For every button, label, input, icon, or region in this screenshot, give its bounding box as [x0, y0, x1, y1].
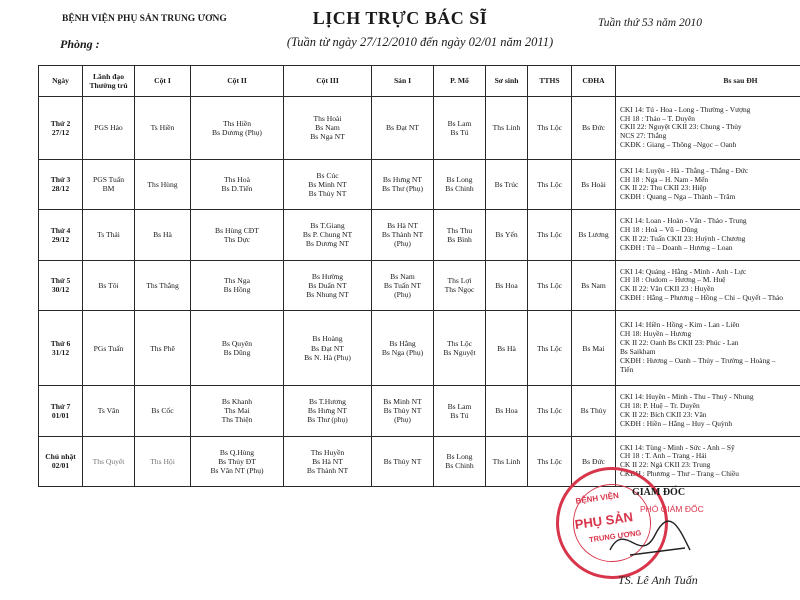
- cell-line: CK II 22: Oanh Bs CKII 23: Phúc - Lan: [620, 338, 739, 348]
- cell-tths: [528, 386, 572, 436]
- cell-line: Bs Nguyệt: [443, 348, 476, 358]
- cell-day: [39, 97, 83, 160]
- cell-line: Bs Dũng: [223, 348, 251, 358]
- cell-cot3: [284, 311, 372, 386]
- cell-line: Bs Trúc: [494, 179, 519, 189]
- cell-line: Ts Vân: [97, 406, 120, 416]
- cell-line: Bs Lam: [447, 401, 472, 411]
- cell-line: Bs Quyên: [221, 338, 253, 348]
- column-header: P. Mổ: [434, 66, 486, 97]
- cell-line: (Phụ): [394, 289, 411, 299]
- cell-line: Bs Nam: [581, 280, 606, 290]
- table-body: [39, 97, 800, 487]
- cell-line: Bs Nam: [315, 123, 340, 133]
- cell-line: BM: [102, 184, 115, 194]
- cell-line: Bs Thủy: [580, 406, 607, 416]
- cell-line: 31/12: [51, 348, 70, 358]
- cell-line: Thứ 4: [50, 225, 71, 235]
- column-header: Bs sau ĐH: [616, 66, 800, 97]
- cell-day: [39, 311, 83, 386]
- cell-so-sinh: [486, 311, 528, 386]
- cell-line: CH 18: Huyền – Hương: [620, 329, 692, 339]
- cell-cot1: [135, 260, 191, 310]
- cell-line: Bs T.Giang: [310, 221, 345, 231]
- cell-line: Ths Lộc: [536, 456, 563, 466]
- cell-day: [39, 260, 83, 310]
- cell-line: CKI 14: Huyền - Minh - Thu - Thuỷ - Nhung: [620, 392, 754, 402]
- cell-pmo: [434, 210, 486, 260]
- cell-line: 30/12: [51, 285, 70, 295]
- cell-line: Bs Cốc: [151, 406, 174, 416]
- cell-line: Ths Hoài: [313, 114, 342, 124]
- cell-line: Bs Tuấn NT: [383, 280, 422, 290]
- cell-line: Ths Lộc: [536, 230, 563, 240]
- cell-san1: [372, 436, 434, 486]
- cell-so-sinh: [486, 97, 528, 160]
- cell-line: Bs Dương NT: [305, 239, 350, 249]
- cell-cot2: [191, 436, 284, 486]
- cell-line: Bs Long: [446, 175, 473, 185]
- cell-line: Bs Khanh: [221, 397, 253, 407]
- table-header-row: [39, 66, 800, 97]
- cell-day: [39, 159, 83, 209]
- cell-line: Ths Lộc: [446, 338, 473, 348]
- cell-bs-sau-dh: [616, 210, 800, 260]
- cell-line: PGs Tuấn: [93, 343, 124, 353]
- cell-line: Ths Lộc: [536, 343, 563, 353]
- stamp-line-2: PHỤ SẢN: [573, 509, 634, 533]
- cell-line: Ts Hiền: [150, 123, 175, 133]
- column-header: TTHS: [528, 66, 572, 97]
- cell-line: Thứ 6: [50, 338, 71, 348]
- cell-tths: [528, 97, 572, 160]
- cell-line: Bs Nga (Phụ): [381, 348, 424, 358]
- week-label: Tuần thứ 53 năm 2010: [597, 17, 702, 29]
- column-header: Sơ sinh: [486, 66, 528, 97]
- cell-pmo: [434, 97, 486, 160]
- cell-line: CK II 22: Ngà CKII 23: Trung: [620, 460, 711, 470]
- cell-line: Thứ 2: [50, 118, 71, 128]
- cell-so-sinh: [486, 436, 528, 486]
- cell-line: CKĐH : Hương – Oanh – Thủy – Trường – Hoàng –: [620, 355, 776, 365]
- stamp-line-3: TRUNG ƯƠNG: [588, 528, 642, 545]
- cell-line: Bs Thư (phụ): [307, 415, 348, 425]
- cell-line: CK II 22: Vân CKII 23 : Huyền: [620, 284, 715, 294]
- cell-line: Ths Mai: [224, 406, 250, 416]
- cell-line: Bs Minh NT: [308, 179, 347, 189]
- cell-bs-sau-dh: [616, 159, 800, 209]
- cell-cot1: [135, 436, 191, 486]
- cell-line: CKI 14: Tùng - Minh - Sức - Anh – Sỹ: [620, 442, 735, 452]
- cell-line: Ths Lộc: [536, 123, 563, 133]
- handwritten-signature: [600, 510, 700, 570]
- cell-cot2: [191, 210, 284, 260]
- cell-line: Bs Đức: [582, 456, 605, 466]
- cell-so-sinh: [486, 159, 528, 209]
- cell-line: Ths Lộc: [536, 406, 563, 416]
- cell-line: Ts Thái: [97, 230, 120, 240]
- cell-cdha: [572, 159, 616, 209]
- cell-line: Bs Hưng NT: [382, 175, 423, 185]
- cell-cot1: [135, 97, 191, 160]
- cell-cot1: [135, 386, 191, 436]
- cell-line: CH 18 : Nga – H. Nam - Mến: [620, 174, 709, 184]
- cell-line: CH 18 : Thảo – T. Duyên: [620, 113, 695, 123]
- cell-tths: [528, 311, 572, 386]
- cell-line: Bs Nhung NT: [306, 289, 349, 299]
- cell-lanh-dao: [83, 260, 135, 310]
- cell-line: Bs Cúc: [316, 170, 339, 180]
- cell-so-sinh: [486, 260, 528, 310]
- cell-line: 02/01: [51, 461, 70, 471]
- cell-line: Bs Đạt NT: [311, 343, 344, 353]
- column-header: CĐHA: [572, 66, 616, 97]
- cell-line: CKI 14: Hiền - Hồng - Kim - Lan - Liên: [620, 320, 740, 330]
- cell-line: Ths Lộc: [536, 179, 563, 189]
- cell-line: 28/12: [51, 184, 70, 194]
- cell-line: Bs Hường: [311, 271, 344, 281]
- cell-so-sinh: [486, 386, 528, 436]
- cell-line: Bs Hà: [153, 230, 172, 240]
- cell-line: 29/12: [51, 234, 70, 244]
- cell-line: CK II 22: Bích CKII 23: Vân: [620, 409, 707, 419]
- cell-san1: [372, 311, 434, 386]
- document-subtitle: (Tuần từ ngày 27/12/2010 đến ngày 02/01 năm 2011): [286, 35, 554, 49]
- cell-line: NCS 27: Thắng: [620, 131, 667, 141]
- cell-line: Bs Hà NT: [312, 456, 343, 466]
- cell-line: CKĐH : Quang – Nga – Thành – Trâm: [620, 192, 736, 202]
- cell-line: CKI 14: Luyện - Hà - Thắng - Thắng - Đức: [620, 165, 749, 175]
- cell-bs-sau-dh: [616, 260, 800, 310]
- cell-cdha: [572, 311, 616, 386]
- hospital-name: BỆNH VIỆN PHỤ SẢN TRUNG ƯƠNG: [62, 14, 227, 24]
- cell-line: Ths Linh: [492, 123, 521, 133]
- cell-line: Bs Hoa: [495, 406, 518, 416]
- cell-lanh-dao: [83, 97, 135, 160]
- cell-line: Bs Chinh: [445, 461, 474, 471]
- cell-cot1: [135, 311, 191, 386]
- cell-line: Bs Thành NT: [381, 230, 424, 240]
- cell-line: Bs Thủy NT: [383, 456, 422, 466]
- cell-line: CK II 22: Tuấn CKII 23: Huỳnh - Chương: [620, 233, 746, 243]
- cell-cot3: [284, 436, 372, 486]
- table-row: [39, 159, 800, 209]
- cell-san1: [372, 260, 434, 310]
- cell-bs-sau-dh: [616, 311, 800, 386]
- cell-pmo: [434, 260, 486, 310]
- cell-day: [39, 210, 83, 260]
- cell-line: Bs Lương: [578, 230, 609, 240]
- cell-cot1: [135, 159, 191, 209]
- column-header: Cột II: [191, 66, 284, 97]
- cell-line: Tiến: [620, 364, 634, 374]
- cell-cot2: [191, 260, 284, 310]
- cell-line: Bs Long: [446, 452, 473, 462]
- cell-day: [39, 386, 83, 436]
- cell-line: Ths Lộc: [536, 280, 563, 290]
- cell-line: Ths Thiện: [221, 415, 253, 425]
- cell-line: Bs Hồng: [223, 285, 251, 295]
- cell-lanh-dao: [83, 386, 135, 436]
- cell-san1: [372, 386, 434, 436]
- cell-lanh-dao: [83, 311, 135, 386]
- cell-line: Thứ 5: [50, 276, 71, 286]
- cell-tths: [528, 159, 572, 209]
- cell-cdha: [572, 97, 616, 160]
- cell-line: Bs Bình: [447, 234, 472, 244]
- cell-lanh-dao: [83, 210, 135, 260]
- cell-line: Bs Chinh: [445, 184, 474, 194]
- cell-cot2: [191, 97, 284, 160]
- cell-tths: [528, 436, 572, 486]
- cell-lanh-dao: [83, 436, 135, 486]
- cell-line: Ths Thắng: [146, 280, 179, 290]
- cell-line: Ths Nga: [224, 276, 250, 286]
- cell-line: Bs Lam: [447, 118, 472, 128]
- cell-cot2: [191, 159, 284, 209]
- cell-day: [39, 436, 83, 486]
- cell-line: PGS Tuấn: [92, 175, 125, 185]
- duty-schedule-table: [38, 65, 800, 487]
- cell-line: Bs Hằng: [389, 338, 416, 348]
- cell-line: CK II 22: Thu CKII 23: Hiệp: [620, 183, 707, 193]
- cell-line: Bs Minh NT: [383, 397, 422, 407]
- cell-line: Ths Hiền: [222, 118, 252, 128]
- cell-line: Bs Dương (Phụ): [212, 127, 262, 137]
- column-header: Ngày: [39, 66, 83, 97]
- cell-line: CKĐH : Phương – Thư – Trang – Chiều: [620, 469, 739, 479]
- cell-line: Bs Thư (Phụ): [381, 184, 424, 194]
- cell-cdha: [572, 210, 616, 260]
- cell-line: Ths Hùng: [147, 179, 178, 189]
- cell-pmo: [434, 436, 486, 486]
- cell-line: CKI 14: Loan - Hoàn - Vân - Thảo - Trung: [620, 216, 747, 226]
- cell-line: Bs Thủy ĐT: [218, 456, 256, 466]
- cell-tths: [528, 260, 572, 310]
- cell-cot2: [191, 386, 284, 436]
- cell-line: Bs Mai: [582, 343, 605, 353]
- cell-san1: [372, 210, 434, 260]
- column-header: Lãnh đạo Thường trú: [83, 66, 135, 97]
- cell-cot1: [135, 210, 191, 260]
- cell-line: Bs Tôi: [98, 280, 119, 290]
- cell-line: Thứ 7: [50, 401, 71, 411]
- document-title: LỊCH TRỰC BÁC SĨ: [312, 8, 488, 28]
- cell-line: Ths Ngọc: [444, 285, 475, 295]
- table-row: [39, 311, 800, 386]
- cell-line: CH 18 : Hoà – Vũ – Dũng: [620, 225, 698, 235]
- cell-line: CH 18 : Oudom – Hương – M. Huệ: [620, 275, 726, 285]
- cell-line: Chủ nhật: [45, 452, 76, 462]
- table-row: [39, 97, 800, 160]
- cell-so-sinh: [486, 210, 528, 260]
- signature-title: GIÁM ĐỐC: [632, 487, 686, 498]
- cell-cot2: [191, 311, 284, 386]
- cell-line: Bs Hoài: [581, 179, 606, 189]
- cell-pmo: [434, 386, 486, 436]
- cell-line: Bs Q.Hùng: [219, 447, 255, 457]
- cell-line: Bs Hà NT: [387, 221, 418, 231]
- cell-line: CKĐK : Giang – Thông –Ngọc – Oanh: [620, 140, 737, 150]
- cell-line: Ths Linh: [492, 456, 521, 466]
- cell-cot3: [284, 210, 372, 260]
- cell-line: Bs Vân NT (Phụ): [210, 465, 264, 475]
- cell-line: Bs Tú: [450, 127, 469, 137]
- cell-line: Ths Phê: [150, 343, 175, 353]
- cell-line: Bs Hoàng: [312, 334, 343, 344]
- cell-line: Bs Thủy NT: [383, 406, 422, 416]
- cell-tths: [528, 210, 572, 260]
- cell-cot3: [284, 260, 372, 310]
- cell-line: Bs D.Tiến: [221, 184, 253, 194]
- cell-lanh-dao: [83, 159, 135, 209]
- cell-line: Ths Huyền: [310, 447, 345, 457]
- cell-line: Ths Hội: [150, 456, 175, 466]
- cell-pmo: [434, 159, 486, 209]
- cell-line: Bs Nga NT: [310, 132, 345, 142]
- cell-line: Bs T.Hương: [309, 397, 346, 407]
- cell-line: Bs Đạt NT: [386, 123, 419, 133]
- cell-line: Bs Thành NT: [306, 465, 349, 475]
- cell-line: Bs Tú: [450, 410, 469, 420]
- cell-line: PGS Hảo: [94, 123, 123, 133]
- signature-subtitle: PHÓ GIÁM ĐỐC: [640, 504, 704, 514]
- cell-cot3: [284, 386, 372, 436]
- cell-line: CKI 14: Tú - Hoa - Long - Thường - Vượng: [620, 104, 751, 114]
- cell-line: Bs Yến: [495, 230, 518, 240]
- cell-line: Bs Duẩn NT: [308, 280, 347, 290]
- cell-line: (Phụ): [394, 239, 411, 249]
- department-label: Phòng :: [60, 37, 100, 51]
- column-header: Cột III: [284, 66, 372, 97]
- cell-line: (Phụ): [394, 415, 411, 425]
- cell-line: Ths Dực: [223, 234, 251, 244]
- cell-san1: [372, 97, 434, 160]
- cell-line: Bs P. Chung NT: [302, 230, 353, 240]
- cell-cdha: [572, 386, 616, 436]
- cell-line: CKĐH : Hằng – Phương – Hồng – Chi – Quyết – Thảo: [620, 293, 783, 303]
- cell-line: CH 18 : T. Anh – Trang - Hải: [620, 451, 707, 461]
- cell-line: Bs Hùng CĐT: [215, 225, 259, 235]
- cell-pmo: [434, 311, 486, 386]
- cell-line: Bs Đức: [582, 123, 605, 133]
- cell-line: Ths Lợi: [447, 276, 472, 286]
- cell-line: 27/12: [51, 127, 70, 137]
- cell-bs-sau-dh: [616, 386, 800, 436]
- cell-san1: [372, 159, 434, 209]
- cell-line: Bs Nam: [390, 271, 415, 281]
- cell-line: CKII 22: Nguyệt CKII 23: Chung - Thủy: [620, 122, 742, 132]
- cell-bs-sau-dh: [616, 97, 800, 160]
- cell-line: Bs Hà: [497, 343, 516, 353]
- cell-cdha: [572, 260, 616, 310]
- cell-line: CKĐH : Hiền – Hằng – Huy – Quỳnh: [620, 418, 733, 428]
- table-row: [39, 210, 800, 260]
- cell-line: Bs Saikham: [620, 347, 656, 357]
- cell-line: Bs Hưng NT: [307, 406, 348, 416]
- cell-line: Ths Quyết: [92, 456, 125, 466]
- stamp-line-1: BỆNH VIỆN: [575, 490, 620, 506]
- cell-line: Bs N. Hà (Phụ): [304, 352, 351, 362]
- cell-line: Thứ 3: [50, 175, 71, 185]
- table-row: [39, 386, 800, 436]
- cell-cot3: [284, 159, 372, 209]
- column-header: Sản I: [372, 66, 434, 97]
- cell-line: Ths Hoà: [224, 175, 250, 185]
- cell-line: CKI 14: Quảng - Hằng - Minh - Anh - Lực: [620, 266, 747, 276]
- column-header: Cột I: [135, 66, 191, 97]
- cell-cot3: [284, 97, 372, 160]
- cell-line: Bs Hoa: [495, 280, 518, 290]
- cell-line: Ths Thu: [446, 225, 473, 235]
- cell-line: Bs Thủy NT: [308, 189, 347, 198]
- signatory-name: TS. Lê Anh Tuấn: [618, 573, 698, 587]
- cell-line: CKĐH : Tú – Doanh – Hương – Loan: [620, 242, 733, 252]
- table-row: [39, 436, 800, 486]
- table-row: [39, 260, 800, 310]
- cell-line: 01/01: [51, 410, 70, 420]
- cell-line: CH 18: P. Huệ – Tr. Duyên: [620, 400, 700, 410]
